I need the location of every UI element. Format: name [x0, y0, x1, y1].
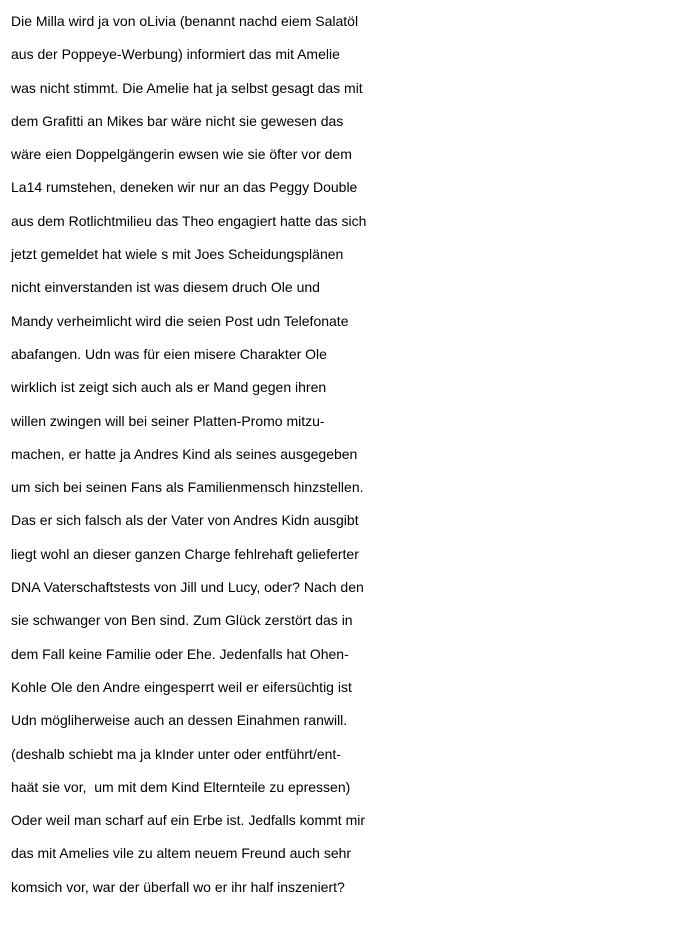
text-line-1: Die Milla wird ja von oLivia (benannt nachd eiem Salatöl	[11, 13, 359, 29]
text-paragraph	[11, 5, 681, 904]
text-line-2: aus der Poppeye-Werbung) informiert das mit Amelie	[11, 46, 340, 63]
text-line-7: aus dem Rotlichtmilieu das Theo engagiert hatte das sich	[11, 212, 367, 229]
text-line-20: dem Fall keine Familie oder Ehe. Jedenfalls hat Ohen-	[11, 645, 349, 662]
text-line-5: wäre eien Doppelgängerin ewsen wie sie öfter vor dem	[11, 146, 352, 163]
text-line-24: haät sie vor, um mit dem Kind Elternteile zu epressen)	[11, 778, 351, 795]
text-line-25: Oder weil man scharf auf ein Erbe ist. Jedfalls kommt mir	[11, 812, 366, 829]
text-line-17: liegt wohl an dieser ganzen Charge fehlrehaft gelieferter	[11, 545, 359, 562]
text-line-11: abafangen. Udn was für eien misere Charakter Ole	[11, 345, 327, 362]
text-line-16: Das er sich falsch als der Vater von Andres Kidn ausgibt	[11, 512, 359, 529]
text-line-15: um sich bei seinen Fans als Familienmensch hinzstellen.	[11, 479, 364, 496]
text-line-3: was nicht stimmt. Die Amelie hat ja selbst gesagt das mit	[11, 79, 363, 96]
text-line-23: (deshalb schiebt ma ja kInder unter oder entführt/ent-	[11, 745, 341, 762]
text-line-12: wirklich ist zeigt sich auch als er Mand gegen ihren	[11, 379, 327, 396]
text-line-21: Kohle Ole den Andre eingesperrt weil er eifersüchtig ist	[11, 678, 352, 695]
text-line-4: dem Grafitti an Mikes bar wäre nicht sie gewesen das	[11, 112, 344, 129]
text-line-8: jetzt gemeldet hat wiele s mit Joes Scheidungsplänen	[11, 246, 344, 263]
text-line-13: willen zwingen will bei seiner Platten-Promo mitzu-	[11, 412, 325, 429]
text-line-27: komsich vor, war der überfall wo er ihr half inszeniert?	[11, 878, 345, 895]
text-line-19: sie schwanger von Ben sind. Zum Glück zerstört das in	[11, 612, 353, 629]
text-line-18: DNA Vaterschaftstests von Jill und Lucy, oder? Nach den	[11, 579, 364, 596]
text-line-6: La14 rumstehen, deneken wir nur an das Peggy Double	[11, 179, 358, 196]
text-line-26: das mit Amelies vile zu altem neuem Freund auch sehr	[11, 845, 352, 862]
text-line-10: Mandy verheimlicht wird die seien Post udn Telefonate	[11, 312, 349, 329]
text-line-9: nicht einverstanden ist was diesem druch Ole und	[11, 279, 320, 296]
text-line-14: machen, er hatte ja Andres Kind als seines ausgegeben	[11, 445, 358, 462]
text-line-22: Udn mögliherweise auch an dessen Einahmen ranwill.	[11, 712, 348, 729]
